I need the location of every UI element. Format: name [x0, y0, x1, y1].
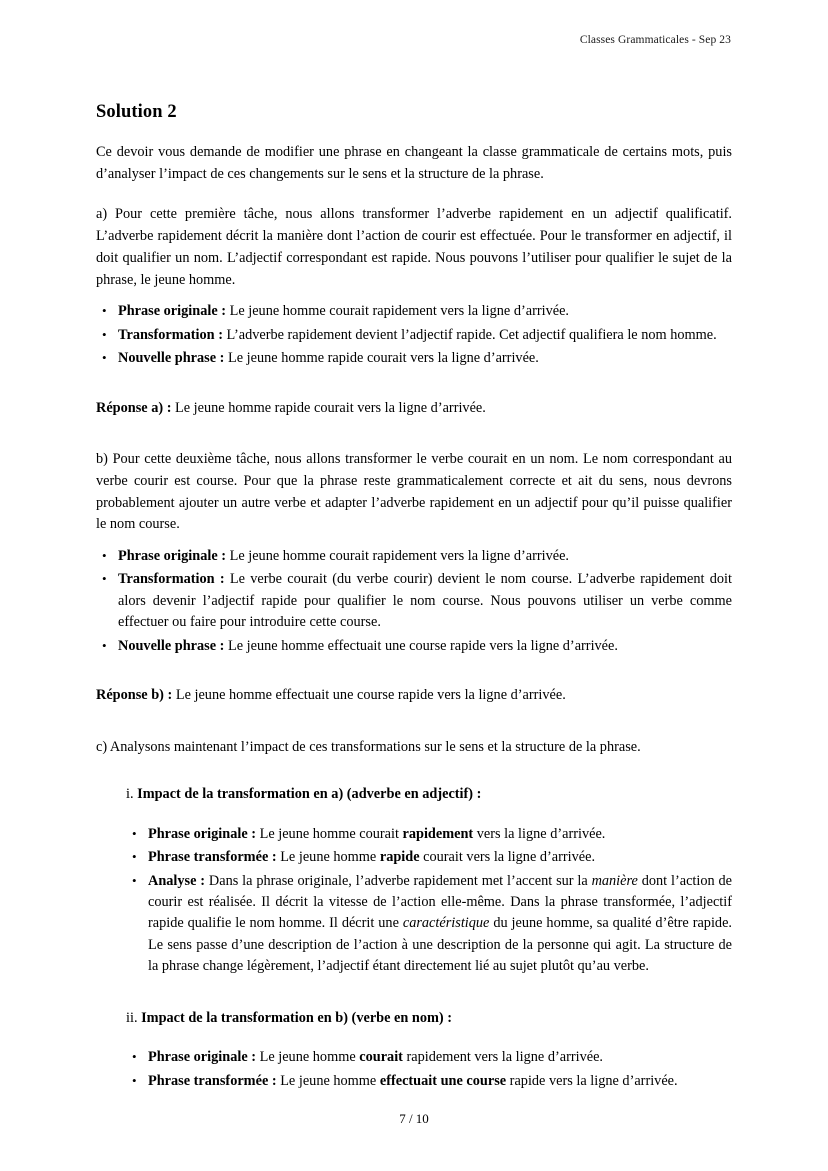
subsection-ii-heading: [126, 1008, 732, 1029]
bullet-text: Le jeune homme rapide courait vers la ligne d’arrivée.: [224, 350, 539, 367]
bullet-text-emphasis: courait: [359, 1049, 403, 1066]
list-item: [96, 636, 732, 657]
answer-b: [96, 685, 732, 706]
list-item-analysis: [126, 871, 732, 978]
bullet-text: Le jeune homme courait rapidement vers la ligne d’arrivée.: [226, 303, 569, 320]
part-b-paragraph: b) Pour cette deuxième tâche, nous allons transformer le verbe courait en un nom. Le nom correspondant au verbe courir est course. Pour que la phrase reste grammaticalement correcte et ait du sens, nous devrons probablement ajouter un autre verbe et adapter l’adverbe rapidement en un adjectif pour qu’il puisse qualifier le nom course.: [96, 451, 732, 533]
bullet-text: Le jeune homme courait rapidement vers la ligne d’arrivée.: [226, 547, 569, 564]
page-title: Solution 2: [96, 102, 177, 122]
answer-a: [96, 398, 732, 419]
analysis-text-3: du jeune homme, sa qualité d’être rapide. Le sens passe d’une description de l’action à une description de la personne qui agit. La structure de la phrase change légèrement, l’adjectif étant directement lié au sujet plutôt qu’au verbe.: [148, 915, 732, 975]
bullet-text: Le verbe courait (du verbe courir) devient le nom course. L’adverbe rapidement doit alors devenir l’adjectif rapide pour qualifier le nom course. Nous pouvons utiliser un verbe comme effectuer ou faire pour introduire cette course.: [118, 571, 732, 631]
subsection-ii-bullet-list: [126, 1047, 732, 1092]
part-a-paragraph: a) Pour cette première tâche, nous allons transformer l’adverbe rapidement en un adjectif qualificatif. L’adverbe rapidement décrit la manière dont l’action de courir est effectuée. Pour le transformer en adjectif, il doit qualifier un nom. L’adjectif correspondant est rapide. Nous pouvons l’utiliser pour qualifier le sujet de la phrase, le jeune homme.: [96, 206, 732, 288]
subsection-i-number: i.: [126, 786, 138, 803]
bullet-label: Phrase originale :: [148, 1049, 257, 1066]
bullet-text-post: rapide vers la ligne d’arrivée.: [506, 1072, 678, 1089]
analysis-emphasis-1: manière: [591, 872, 638, 889]
intro-paragraph: Ce devoir vous demande de modifier une phrase en changeant la classe grammaticale de certains mots, puis d’analyser l’impact de ces changements sur le sens et la structure de la phrase.: [96, 144, 732, 182]
part-a-bullet-list: [96, 301, 732, 369]
bullet-label: Nouvelle phrase :: [118, 350, 225, 367]
analysis-label: Analyse :: [148, 872, 206, 889]
bullet-text-post: courait vers la ligne d’arrivée.: [419, 849, 596, 866]
analysis-text-1: Dans la phrase originale, l’adverbe rapidement met l’accent sur la: [205, 872, 592, 889]
bullet-text-pre: Le jeune homme: [276, 1072, 380, 1089]
bullet-text-pre: Le jeune homme: [256, 1049, 360, 1066]
list-item: [126, 847, 732, 868]
running-header: Classes Grammaticales - Sep 23: [579, 34, 731, 46]
part-b-bullet-list: [96, 546, 732, 657]
bullet-label: Nouvelle phrase :: [118, 637, 225, 654]
list-item: [96, 348, 732, 369]
list-item: [96, 301, 732, 322]
answer-b-label: Réponse b) :: [96, 687, 173, 704]
list-item: [96, 546, 732, 567]
part-c-paragraph: c) Analysons maintenant l’impact de ces transformations sur le sens et la structure de la phrase.: [96, 738, 641, 755]
bullet-text-post: rapidement vers la ligne d’arrivée.: [402, 1049, 604, 1066]
list-item: [96, 325, 732, 346]
subsection-i-title: Impact de la transformation en a) (adverbe en adjectif) :: [137, 786, 482, 803]
subsection-i-bullet-list: [126, 824, 732, 978]
bullet-text: Le jeune homme effectuait une course rapide vers la ligne d’arrivée.: [224, 637, 618, 654]
bullet-text-emphasis: effectuait une course: [379, 1072, 507, 1089]
bullet-label: Transformation :: [118, 326, 223, 343]
bullet-text-emphasis: rapidement: [402, 825, 474, 842]
analysis-text-2: dont l’action de courir est réalisée. Il décrit la vitesse de l’action elle-même. Dans la phrase transformée, l’adjectif rapide qualifie le nom homme. Il décrit une: [148, 872, 733, 932]
subsection-i-heading: [126, 784, 732, 805]
answer-a-label: Réponse a) :: [96, 399, 172, 416]
subsection-ii-title: Impact de la transformation en b) (verbe en nom) :: [141, 1009, 453, 1026]
subsection-ii-number: ii.: [126, 1009, 142, 1026]
bullet-text-post: vers la ligne d’arrivée.: [473, 825, 606, 842]
bullet-text-emphasis: rapide: [379, 849, 420, 866]
bullet-label: Phrase originale :: [118, 303, 227, 320]
page-footer: 7 / 10: [399, 1111, 429, 1126]
bullet-label: Phrase originale :: [148, 825, 257, 842]
list-item: [96, 569, 732, 633]
list-item: [126, 1071, 732, 1092]
bullet-label: Phrase transformée :: [148, 849, 277, 866]
bullet-text: L’adverbe rapidement devient l’adjectif rapide. Cet adjectif qualifiera le nom homme.: [222, 326, 717, 343]
bullet-label: Transformation :: [118, 571, 225, 588]
analysis-emphasis-2: caractéristique: [402, 915, 490, 932]
answer-a-text: Le jeune homme rapide courait vers la ligne d’arrivée.: [171, 399, 486, 416]
list-item: [126, 824, 732, 845]
list-item: [126, 1047, 732, 1068]
answer-b-text: Le jeune homme effectuait une course rapide vers la ligne d’arrivée.: [172, 687, 566, 704]
bullet-text-pre: Le jeune homme: [276, 849, 380, 866]
bullet-text-pre: Le jeune homme courait: [256, 825, 403, 842]
bullet-label: Phrase originale :: [118, 547, 227, 564]
bullet-label: Phrase transformée :: [148, 1072, 277, 1089]
